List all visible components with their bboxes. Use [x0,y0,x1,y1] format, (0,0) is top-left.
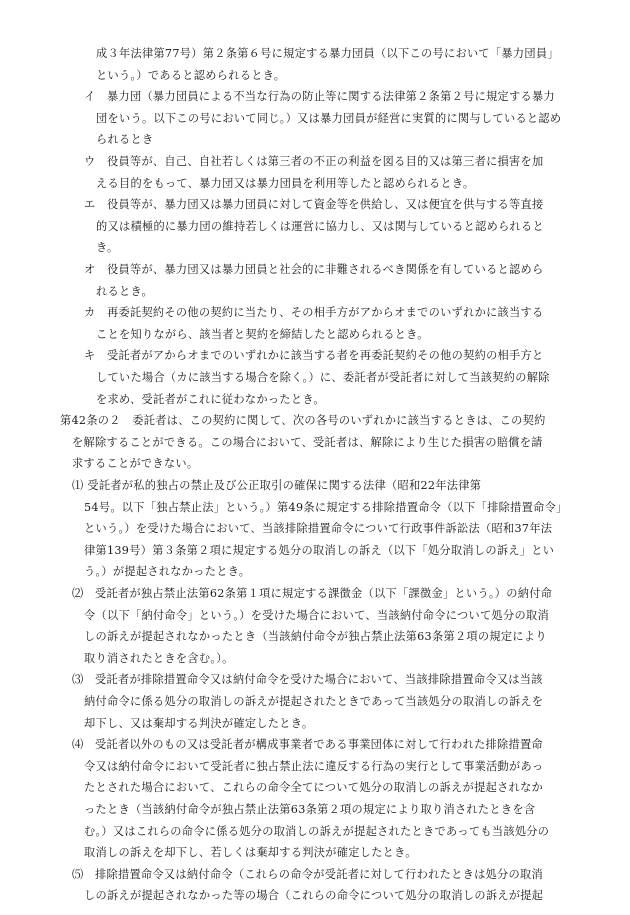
text-line: キ 受託者がアからオまでのいずれかに該当する者を再委託契約その他の契約の相手方と [84,349,544,363]
text-line: カ 再委託契約その他の契約に当たり、その相手方がアからオまでのいずれかに該当する [84,306,544,320]
text-line: たとされた場合において、これらの命令全てについて処分の取消しの訴えが提起されなか [84,781,544,795]
text-line: 求することができない。 [72,457,199,471]
text-line: を解除することができる。この場合において、受託者は、解除により生じた損害の賠償を請 [72,435,543,449]
text-line: 納付命令に係る処分の取消しの訴えが提起されたときであって当該処分の取消しの訴えを [84,695,544,708]
text-line: エ 役員等が、暴力団又は暴力団員に対して資金等を供給し、又は便宜を供与する等直接 [84,198,544,212]
text-line: き。 [96,241,119,255]
text-line: れるとき。 [96,284,153,298]
article-heading: 第42条の２ 委託者は、この契約に関して、次の各号のいずれかに該当するときは、この契約 [60,414,546,428]
text-line: 54号。以下「独占禁止法」という。）第49条に規定する排除措置命令（以下「排除措置命令」 [84,500,568,514]
text-line: ⑶ 受託者が排除措置命令又は納付命令を受けた場合において、当該排除措置命令又は当該 [72,673,543,687]
text-line: 取り消されたときを含む。）。 [84,651,234,665]
text-line: ウ 役員等が、自己、自社若しくは第三者の不正の利益を図る目的又は第三者に損害を加 [84,155,544,168]
text-line: られるとき [96,133,154,147]
text-line: ⑵ 受託者が独占禁止法第62条第１項に規定する課徴金（以下「課徴金」という。）の納付命 [72,587,553,600]
text-line: 取消しの訴えを却下し、若しくは棄却する判決が確定したとき。 [84,846,417,860]
text-line: ことを知りながら、該当者と契約を締結したと認められるとき。 [96,327,429,341]
text-line: ったとき（当該納付命令が独占禁止法第63条第２項の規定により取り消されたときを含 [84,803,536,816]
text-line: しの訴えが提起されなかった等の場合（これらの命令について処分の取消しの訴えが提起 [84,889,544,903]
text-line: を求め、受託者がこれに従わなかったとき。 [96,392,325,406]
text-line: える目的をもって、暴力団又は暴力団員を利用等したと認められるとき。 [96,176,475,190]
text-line: していた場合（カに該当する場合を除く。）に、委託者が受託者に対して当該契約の解除 [96,371,550,384]
text-line: 却下し、又は棄却する判決が確定したとき。 [84,716,314,730]
text-line: という。）であると認められるとき。 [96,68,286,82]
text-line: う。）が提起されなかったとき。 [84,565,251,579]
text-line: ⑸ 排除措置命令又は納付命令（これらの命令が受託者に対して行われたときは処分の取消 [72,867,543,881]
text-line: という。）を受けた場合において、当該排除措置命令について行政事件訴訟法（昭和37年法 [84,522,553,536]
text-line: イ 暴力団（暴力団員による不当な行為の防止等に関する法律第２条第２号に規定する暴力 [84,90,555,104]
text-line: 的又は積極的に暴力団の維持若しくは運営に協力し、又は関与していると認められると [96,219,545,233]
text-line: しの訴えが提起されなかったとき（当該納付命令が独占禁止法第63条第２項の規定により [84,630,547,644]
text-line: 令（以下「納付命令」という。）を受けた場合において、当該納付命令について処分の取消 [84,608,549,622]
text-line: ⑴ 受託者が私的独占の禁止及び公正取引の確保に関する法律（昭和22年法律第 [72,479,482,492]
text-line: ⑷ 受託者以外のもの又は受託者が構成事業者である事業団体に対して行われた排除措置命 [72,738,543,752]
text-line: 成３年法律第77号）第２条第６号に規定する暴力団員（以下この号において「暴力団員」 [96,47,559,60]
text-line: 団をいう。以下この号において同じ。）又は暴力団員が経営に実質的に関与していると認め [96,111,562,125]
text-line: 令又は納付命令において受託者に独占禁止法に違反する行為の実行として事業活動があっ [84,759,544,773]
text-line: む。）又はこれらの命令に係る処分の取消しの訴えが提起されたときであっても当該処分の [84,824,550,838]
text-line: 律第139号）第３条第２項に規定する処分の取消しの訴え（以下「処分取消しの訴え」とい [84,543,555,557]
text-line: オ 役員等が、暴力団又は暴力団員と社会的に非難されるべき関係を有していると認めら [84,263,544,276]
